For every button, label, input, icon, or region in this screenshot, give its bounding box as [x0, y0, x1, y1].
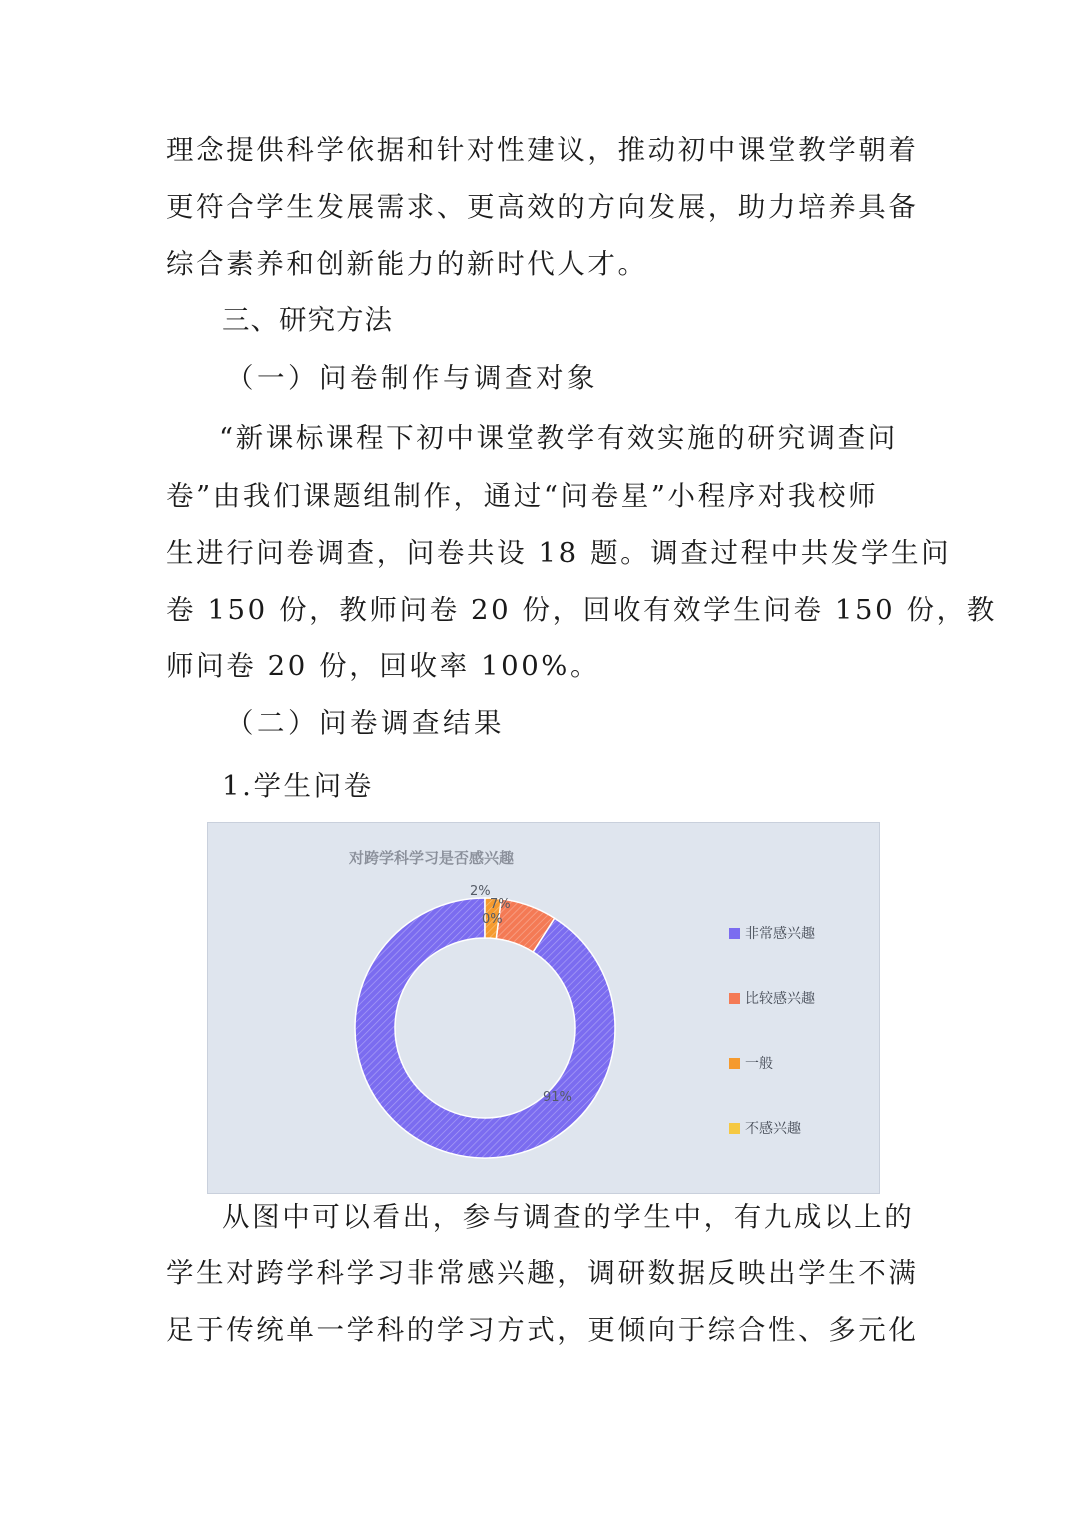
data-label-比较感兴趣: 7%: [490, 897, 511, 912]
para2-line-1: “新课标课程下初中课堂教学有效实施的研究调查问: [219, 422, 898, 454]
data-label-一般: 2%: [470, 884, 491, 899]
legend-swatch-非常感兴趣: [729, 928, 740, 939]
para2-line-4: 卷 150 份，教师问卷 20 份，回收有效学生问卷 150 份，教: [166, 594, 997, 626]
item-title-1: 1.学生问卷: [222, 770, 374, 802]
para2-line-3: 生进行问卷调查，问卷共设 18 题。调查过程中共发学生问: [166, 537, 952, 569]
legend-label-不感兴趣: 不感兴趣: [745, 1121, 801, 1137]
donut-chart: [208, 823, 881, 1195]
data-label-不感兴趣: 0%: [482, 912, 503, 927]
para2-line-2: 卷”由我们课题组制作，通过“问卷星”小程序对我校师: [166, 480, 879, 512]
chart-title: 对跨学科学习是否感兴趣: [349, 849, 515, 867]
para3-line-1: 从图中可以看出，参与调查的学生中，有九成以上的: [222, 1201, 915, 1233]
body-line-2: 更符合学生发展需求、更高效的方向发展，助力培养具备: [166, 191, 919, 223]
body-line-1: 理念提供科学依据和针对性建议，推动初中课堂教学朝着: [166, 134, 919, 166]
section-title: 三、研究方法: [222, 304, 393, 336]
donut-chart-panel: [207, 822, 880, 1194]
subsection-title-1: （一）问卷制作与调查对象: [226, 362, 598, 394]
para2-line-5: 师问卷 20 份，回收率 100%。: [166, 650, 601, 682]
legend-label-比较感兴趣: 比较感兴趣: [745, 991, 815, 1007]
legend-label-非常感兴趣: 非常感兴趣: [745, 926, 815, 942]
data-label-非常感兴趣: 91%: [543, 1090, 572, 1105]
subsection-title-2: （二）问卷调查结果: [226, 707, 505, 739]
body-line-3: 综合素养和创新能力的新时代人才。: [166, 248, 648, 280]
para3-line-3: 足于传统单一学科的学习方式，更倾向于综合性、多元化: [166, 1314, 919, 1346]
legend-swatch-不感兴趣: [729, 1123, 740, 1134]
legend-label-一般: 一般: [745, 1056, 773, 1072]
legend-swatch-比较感兴趣: [729, 993, 740, 1004]
para3-line-2: 学生对跨学科学习非常感兴趣，调研数据反映出学生不满: [166, 1257, 919, 1289]
legend-swatch-一般: [729, 1058, 740, 1069]
